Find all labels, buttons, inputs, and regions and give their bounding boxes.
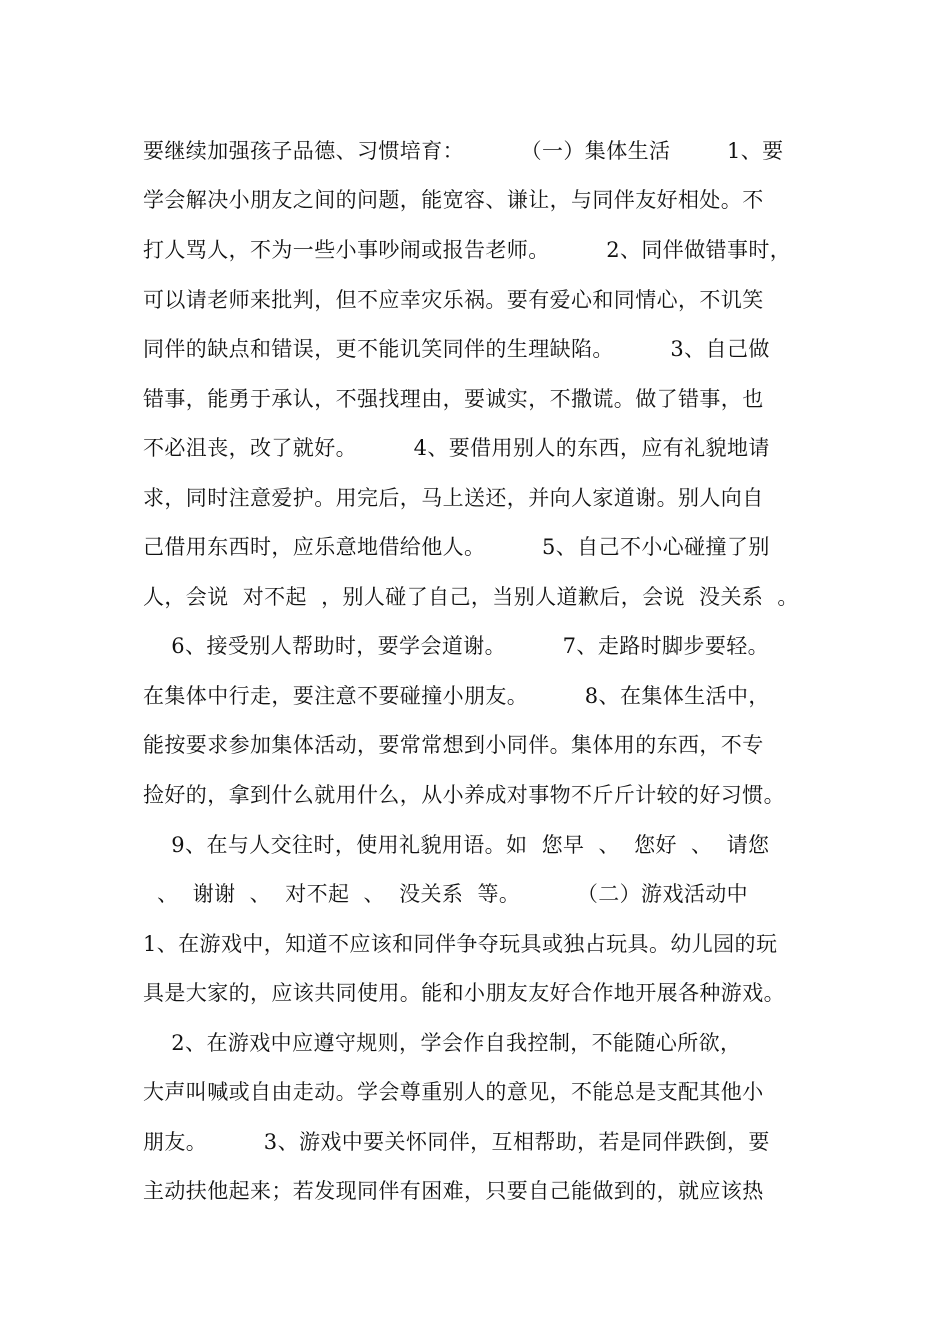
- text-line: 同伴的缺点和错误，更不能讥笑同伴的生理缺陷。 3、自己做: [143, 337, 770, 361]
- text-line: 学会解决小朋友之间的问题，能宽容、谦让，与同伴友好相处。不: [143, 188, 764, 212]
- text-line: 9、在与人交往时，使用礼貌用语。如 您早 、 您好 、 请您: [143, 833, 770, 857]
- text-line: 主动扶他起来；若发现同伴有困难，只要自己能做到的，就应该热: [143, 1179, 764, 1203]
- text-line: 错事，能勇于承认，不强找理由，要诚实，不撒谎。做了错事，也: [143, 387, 764, 411]
- text-line: 大声叫喊或自由走动。学会尊重别人的意见，不能总是支配其他小: [143, 1080, 764, 1104]
- text-line: 捡好的，拿到什么就用什么，从小养成对事物不斤斤计较的好习惯。: [143, 783, 785, 807]
- text-line: 2、在游戏中应遵守规则，学会作自我控制，不能随心所欲，: [143, 1031, 742, 1055]
- text-line: 人，会说 对不起 ，别人碰了自己，当别人道歉后，会说 没关系 。: [143, 585, 799, 609]
- text-line: 在集体中行走，要注意不要碰撞小朋友。 8、在集体生活中，: [143, 684, 770, 708]
- text-line: 朋友。 3、游戏中要关怀同伴，互相帮助，若是同伴跌倒，要: [143, 1130, 770, 1154]
- text-line: 1、在游戏中，知道不应该和同伴争夺玩具或独占玩具。幼儿园的玩: [143, 932, 778, 956]
- text-line: 能按要求参加集体活动，要常常想到小同伴。集体用的东西，不专: [143, 733, 764, 757]
- text-line: 求，同时注意爱护。用完后，马上送还，并向人家道谢。别人向自: [143, 486, 764, 510]
- text-line: 打人骂人，不为一些小事吵闹或报告老师。 2、同伴做错事时，: [143, 238, 792, 262]
- text-line: 6、接受别人帮助时，要学会道谢。 7、走路时脚步要轻。: [143, 634, 770, 658]
- text-line: 不必沮丧，改了就好。 4、要借用别人的东西，应有礼貌地请: [143, 436, 770, 460]
- text-line: 、 谢谢 、 对不起 、 没关系 等。 （二）游戏活动中: [143, 882, 749, 906]
- text-line: 具是大家的，应该共同使用。能和小朋友友好合作地开展各种游戏。: [143, 981, 785, 1005]
- text-line: 己借用东西时，应乐意地借给他人。 5、自己不小心碰撞了别: [143, 535, 770, 559]
- text-line: 可以请老师来批判，但不应幸灾乐祸。要有爱心和同情心，不讥笑: [143, 288, 764, 312]
- text-line: 要继续加强孩子品德、习惯培育： （一）集体生活 1、要: [143, 139, 784, 163]
